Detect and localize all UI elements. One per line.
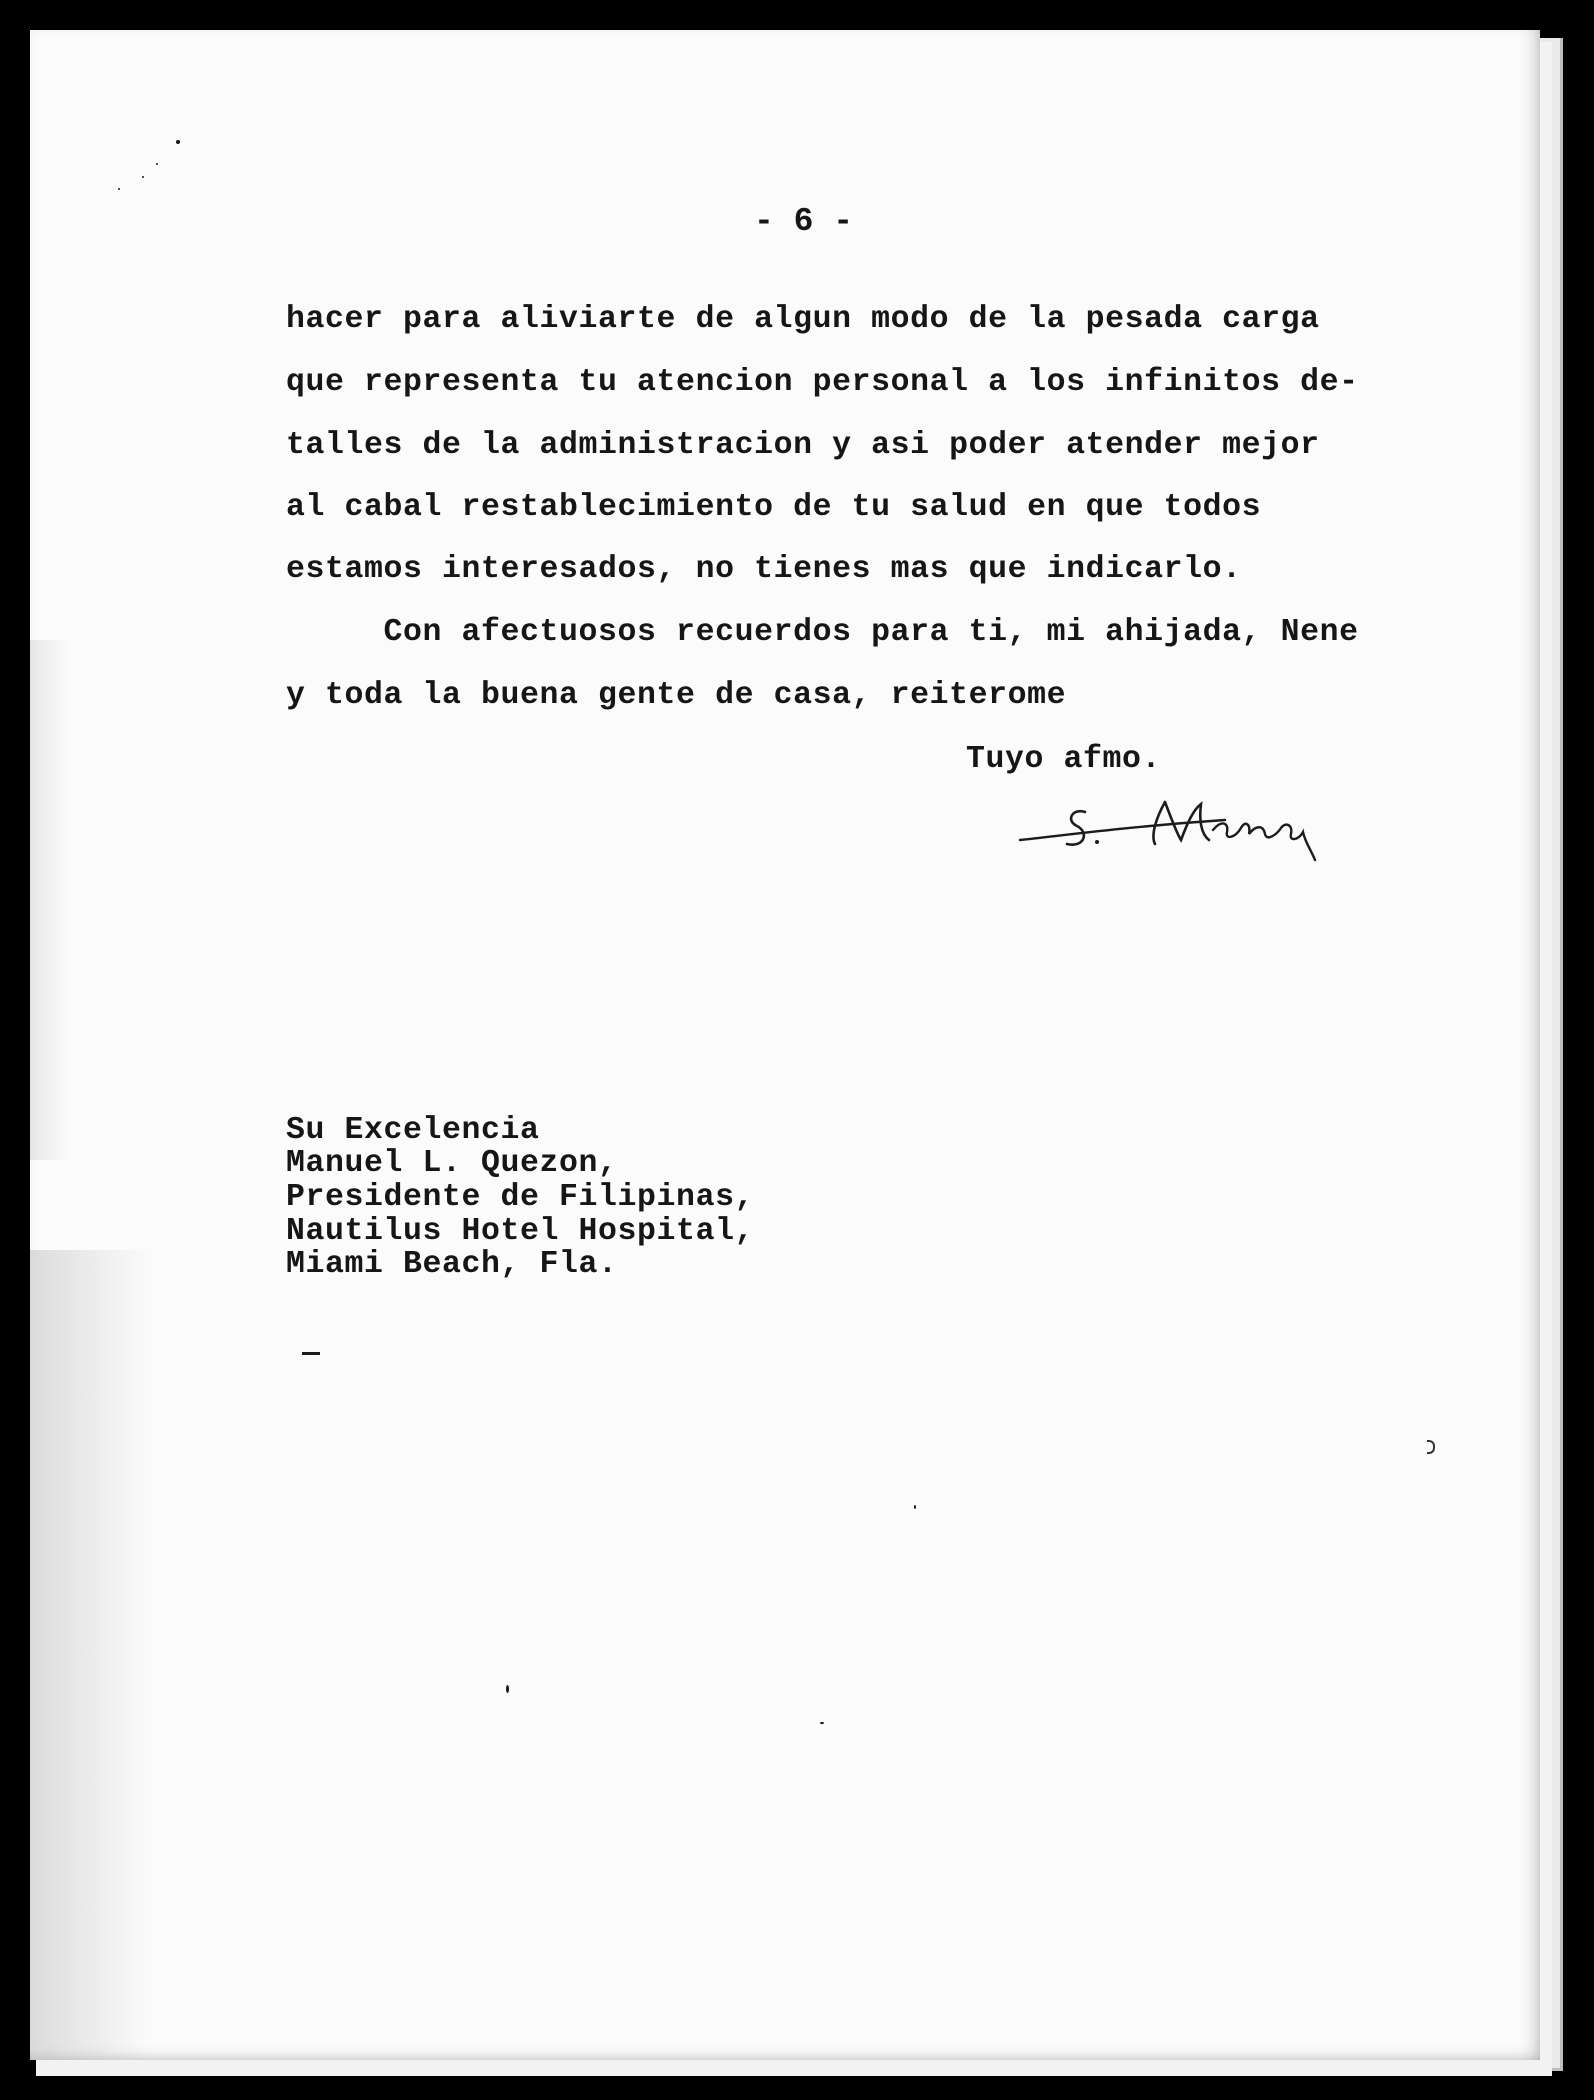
scan-shading-upper [30,640,70,1160]
scan-speck [914,1505,916,1509]
address-line: Presidente de Filipinas, [286,1180,755,1215]
scan-speck [820,1722,824,1724]
body-line: estamos interesados, no tienes mas que indicarlo. [286,552,1242,587]
scan-speck [176,140,180,144]
body-line: talles de la administracion y asi poder atender mejor [286,428,1320,463]
scan-speck [118,188,120,190]
scan-speck [142,176,144,178]
scan-speck [506,1685,509,1693]
body-line: Con afectuosos recuerdos para ti, mi ahijada, Nene [286,615,1359,650]
address-line: Nautilus Hotel Hospital, [286,1214,755,1249]
scan-speck [156,163,158,165]
body-line: que representa tu atencion personal a los infinitos de- [286,365,1359,400]
margin-mark [302,1352,320,1355]
address-line: Su Excelencia [286,1113,540,1148]
handwritten-signature [1015,790,1345,870]
body-line: al cabal restablecimiento de tu salud en que todos [286,490,1262,525]
closing-salutation: Tuyo afmo. [966,742,1162,777]
address-line: Manuel L. Quezon, [286,1146,618,1181]
scan-shading [30,1250,150,2060]
body-line: hacer para aliviarte de algun modo de la pesada carga [286,302,1320,337]
page-number: - 6 - [754,203,854,240]
address-line: Miami Beach, Fla. [286,1247,618,1282]
body-line: y toda la buena gente de casa, reiterome [286,678,1067,713]
